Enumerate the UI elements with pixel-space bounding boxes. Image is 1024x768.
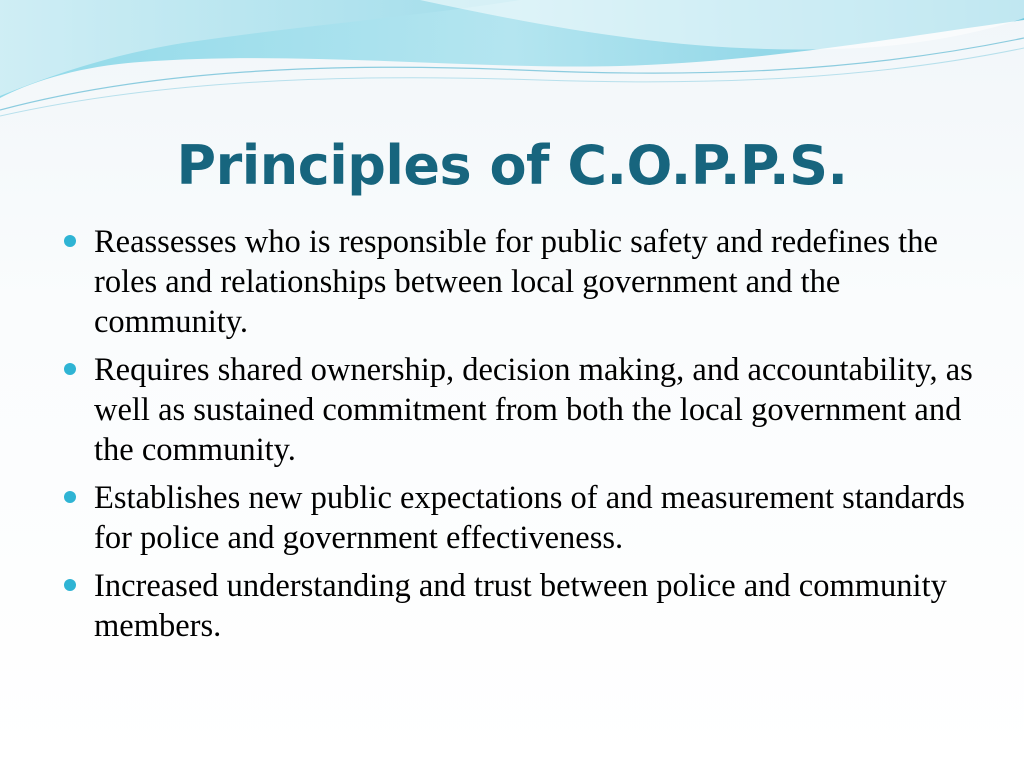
round-bullet-icon	[64, 579, 76, 591]
bullet-item	[62, 478, 982, 558]
bullet-text: Reassesses who is responsible for public safety and redefines the roles and relationships between local government and the community.	[94, 224, 938, 340]
bullet-text: Establishes new public expectations of and measurement standards for police and government effectiveness.	[94, 480, 965, 556]
round-bullet-icon	[64, 235, 76, 247]
wave-header-decoration	[0, 0, 1024, 130]
round-bullet-icon	[64, 491, 76, 503]
bullet-item	[62, 566, 982, 646]
bullet-list	[62, 222, 982, 654]
bullet-text: Requires shared ownership, decision making, and accountability, as well as sustained commitment from both the local government and the community.	[94, 352, 973, 468]
bullet-item	[62, 350, 982, 470]
slide-title: Principles of C.O.P.P.S.	[176, 134, 848, 197]
bullet-item	[62, 222, 982, 342]
bullet-text: Increased understanding and trust between police and community members.	[94, 568, 947, 644]
round-bullet-icon	[64, 363, 76, 375]
